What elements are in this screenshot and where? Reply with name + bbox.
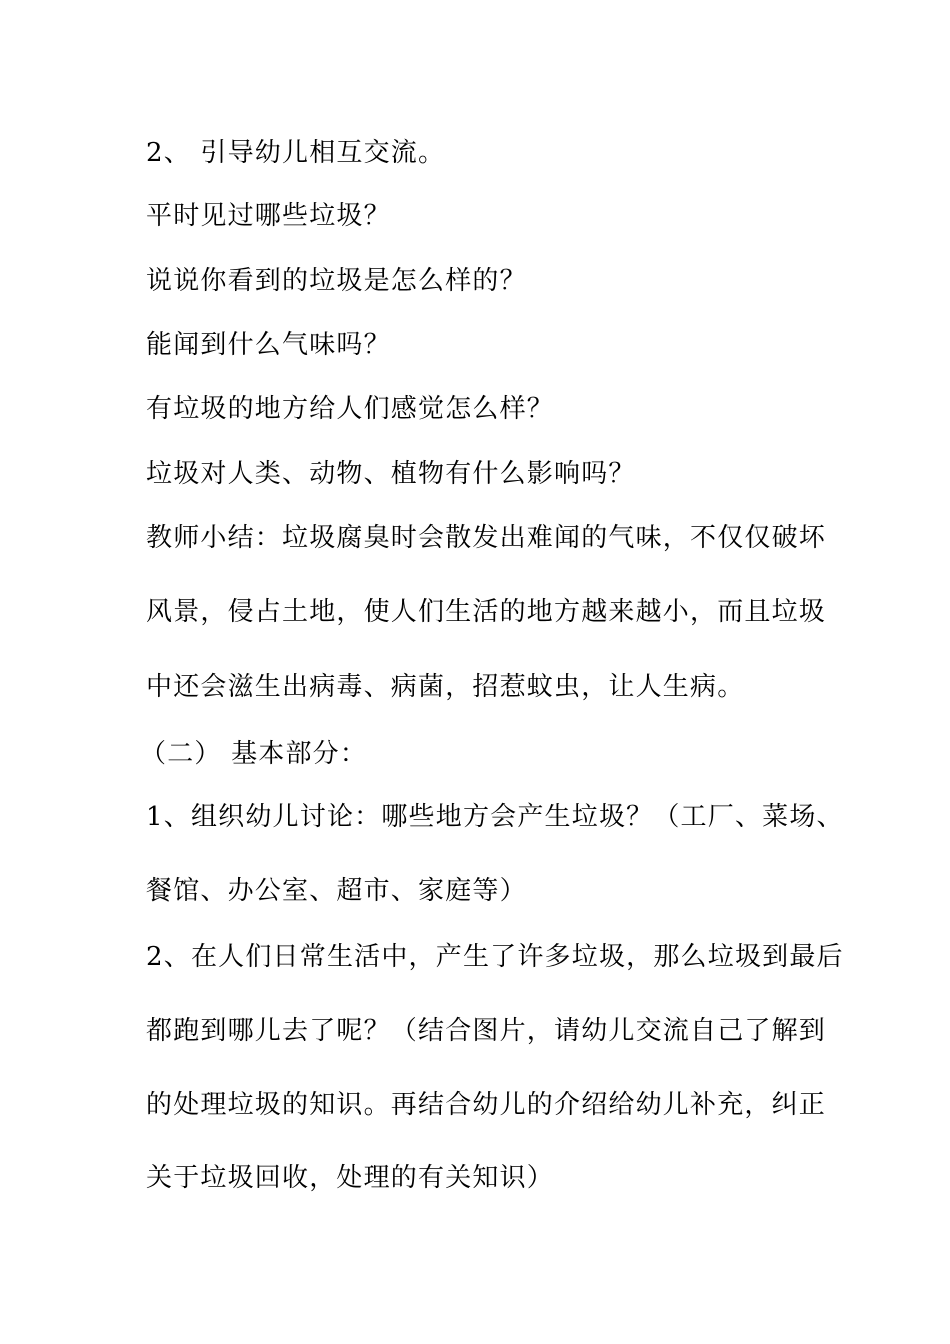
question-line: 平时见过哪些垃圾？ bbox=[146, 201, 391, 231]
paragraph-line: 2、在人们日常生活中，产生了许多垃圾，那么垃圾到最后 bbox=[146, 942, 844, 972]
question-line: 有垃圾的地方给人们感觉怎么样？ bbox=[146, 394, 555, 424]
step-2-heading: 2、 引导幼儿相互交流。 bbox=[146, 138, 446, 168]
section-heading: （二） 基本部分： bbox=[140, 739, 368, 769]
paragraph-line: 都跑到哪儿去了呢？（结合图片，请幼儿交流自己了解到 bbox=[146, 1016, 827, 1046]
paragraph-line: 1、组织幼儿讨论：哪些地方会产生垃圾？（工厂、菜场、 bbox=[146, 802, 844, 832]
question-line: 垃圾对人类、动物、植物有什么影响吗？ bbox=[146, 459, 636, 489]
teacher-summary-line: 中还会滋生出病毒、病菌，招惹蚊虫，让人生病。 bbox=[146, 672, 745, 702]
question-line: 能闻到什么气味吗？ bbox=[146, 330, 391, 360]
paragraph-line: 的处理垃圾的知识。再结合幼儿的介绍给幼儿补充，纠正 bbox=[146, 1090, 827, 1120]
paragraph-line: 餐馆、办公室、超市、家庭等） bbox=[146, 876, 527, 906]
teacher-summary-line: 风景，侵占土地，使人们生活的地方越来越小，而且垃圾 bbox=[146, 597, 827, 627]
question-line: 说说你看到的垃圾是怎么样的？ bbox=[146, 266, 527, 296]
teacher-summary-line: 教师小结：垃圾腐臭时会散发出难闻的气味，不仅仅破坏 bbox=[146, 523, 827, 553]
paragraph-line: 关于垃圾回收，处理的有关知识） bbox=[146, 1163, 555, 1193]
